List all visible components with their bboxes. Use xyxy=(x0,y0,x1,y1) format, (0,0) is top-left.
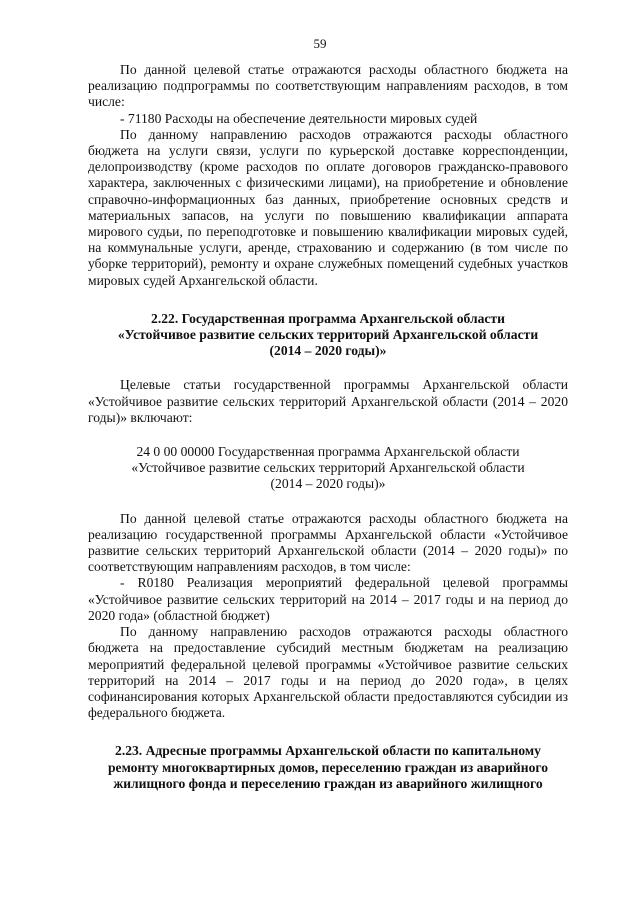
program-code-block xyxy=(88,444,568,493)
program-code-line: 24 0 00 00000 Государственная программа Архангельской области xyxy=(136,444,520,460)
paragraph-program-expenses: По данной целевой статье отражаются расходы областного бюджета на реализацию государственной программы Архангельской области «Устойчивое развитие сельских территорий Архангельской области (2014 – 2020 годы)» по соответствующим направлениям расходов, в том числе: xyxy=(88,510,568,575)
program-code-line: «Устойчивое развитие сельских территорий Архангельской области xyxy=(131,460,525,476)
program-code-line: (2014 – 2020 годы)» xyxy=(270,476,386,492)
section-heading-line: (2014 – 2020 годы)» xyxy=(269,343,387,359)
expense-item-71180: - 71180 Расходы на обеспечение деятельности мировых судей xyxy=(120,110,478,126)
paragraph-description: По данному направлению расходов отражаются расходы областного бюджета на услуги связи, услуги по курьерской доставке корреспонденции, делопроизводству (кроме расходов по оплате договоров гражданско-правового характера, заключенных с физическими лицами), на приобретение и обновление справочно-информационных баз данных, приобретение основных средств и материальных запасов, на услуги по повышению квалификации аппарата мирового судьи, по переподготовке и повышению квалификации мировых судей, на коммунальные услуги, аренде, страхованию и содержанию (в том числе по уборке территорий), ремонту и охране служебных помещений судебных участков мировых судей Архангельской области. xyxy=(88,126,568,288)
section-heading-line: ремонту многоквартирных домов, переселению граждан из аварийного xyxy=(107,759,549,775)
section-heading-2-23 xyxy=(88,743,568,792)
paragraph-intro: По данной целевой статье отражаются расходы областного бюджета на реализацию подпрограммы по соответствующим направлениям расходов, в том числе: xyxy=(88,62,568,110)
section-heading-2-22 xyxy=(88,311,568,360)
page-number: 59 xyxy=(313,36,327,51)
section-heading-line: 2.23. Адресные программы Архангельской области по капитальному xyxy=(115,743,541,759)
section-heading-line: 2.22. Государственная программа Архангельской области xyxy=(151,310,505,326)
document-body xyxy=(88,62,568,792)
section-heading-line: жилищного фонда и переселению граждан из аварийного жилищного xyxy=(113,775,543,791)
paragraph-subsidies: По данному направлению расходов отражаются расходы областного бюджета на предоставление субсидий местным бюджетам на реализацию мероприятий федеральной целевой программы «Устойчивое развитие сельских территорий на 2014 – 2017 годы и на период до 2020 года», в целях софинансирования которых Архангельской области предоставляются субсидии из федерального бюджета. xyxy=(88,624,568,721)
paragraph-target-articles: Целевые статьи государственной программы Архангельской области «Устойчивое развитие сельских территорий Архангельской области (2014 – 2020 годы)» включают: xyxy=(88,377,568,425)
section-heading-line: «Устойчивое развитие сельских территорий Архангельской области xyxy=(117,327,539,343)
expense-item-r0180: - R0180 Реализация мероприятий федеральной целевой программы «Устойчивое развитие сельских территорий на 2014 – 2017 годы и на период до 2020 года» (областной бюджет) xyxy=(88,575,568,623)
